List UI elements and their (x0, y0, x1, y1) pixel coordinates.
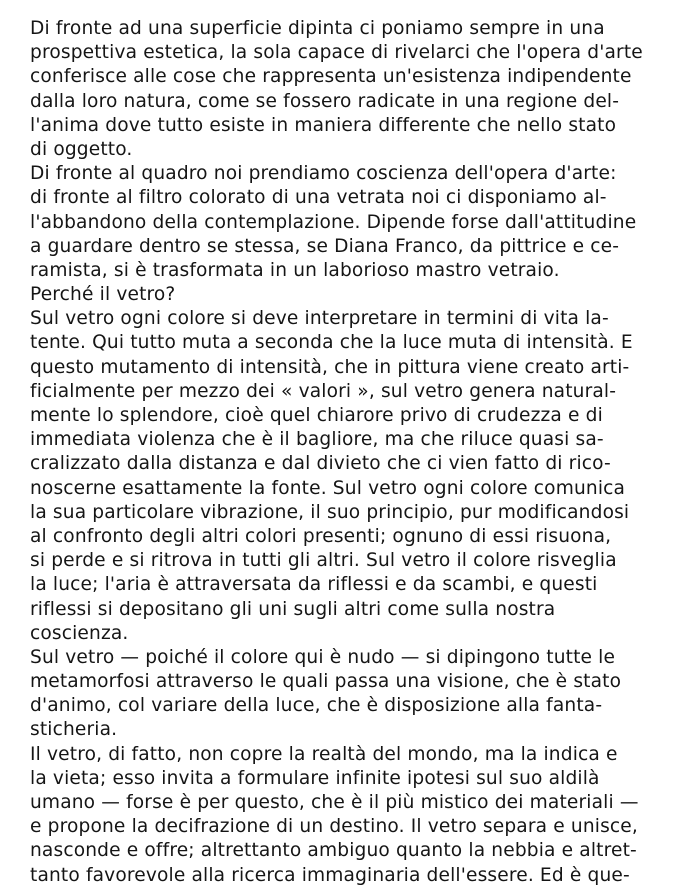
text-line: metamorfosi attraverso le quali passa una visione, che è stato (30, 671, 622, 693)
body-text (30, 17, 650, 888)
text-line: la luce; l'aria è attraversata da riflessi e da scambi, e questi (30, 574, 598, 596)
text-line: a guardare dentro se stessa, se Diana Franco, da pittrice e ce- (30, 235, 620, 257)
text-line: dalla loro natura, come se fossero radicate in una regione del- (30, 90, 620, 112)
text-line: cralizzato dalla distanza e dal divieto che ci vien fatto di rico- (30, 453, 611, 475)
text-line: la vieta; esso invita a formulare infinite ipotesi sul suo aldilà (30, 767, 600, 789)
text-line: Sul vetro ogni colore si deve interpretare in termini di vita la- (30, 308, 609, 330)
text-line: Di fronte al quadro noi prendiamo coscienza dell'opera d'arte: (30, 163, 617, 185)
text-line: Sul vetro — poiché il colore qui è nudo — si dipingono tutte le (30, 646, 616, 668)
text-line: prospettiva estetica, la sola capace di rivelarci che l'opera d'arte (30, 42, 643, 64)
text-line: umano — forse è per questo, che è il più mistico dei materiali — (30, 792, 639, 813)
text-line: di fronte al filtro colorato di una vetrata noi ci disponiamo al- (30, 187, 607, 209)
text-line: l'anima dove tutto esiste in maniera differente che nello stato (30, 114, 617, 136)
text-line: mente lo splendore, cioè quel chiarore privo di crudezza e di (30, 405, 603, 426)
text-line: Di fronte ad una superficie dipinta ci poniamo sempre in una (30, 18, 605, 39)
text-line: ramista, si è trasformata in un laborioso mastro vetraio. (30, 259, 560, 281)
text-line: immediata violenza che è il bagliore, ma che riluce quasi sa- (30, 429, 604, 451)
text-line: noscerne esattamente la fonte. Sul vetro ogni colore comunica (30, 477, 626, 499)
text-line: si perde e si ritrova in tutti gli altri. Sul vetro il colore risveglia (30, 550, 617, 572)
text-line: al confronto degli altri colori presenti; ognuno di essi risuona, (30, 525, 612, 547)
text-line: questo mutamento di intensità, che in pittura viene creato arti- (30, 356, 630, 378)
text-line: Il vetro, di fatto, non copre la realtà del mondo, ma la indica e (30, 743, 618, 765)
text-line: d'animo, col variare della luce, che è disposizione alla fanta- (30, 695, 603, 717)
text-line: Perché il vetro? (30, 284, 176, 306)
text-line: coscienza. (30, 622, 129, 644)
text-line: sticheria. (30, 719, 118, 741)
text-line: nasconde e offre; altrettanto ambiguo quanto la nebbia e altret- (30, 840, 637, 862)
text-line: conferisce alle cose che rappresenta un'esistenza indipendente (30, 66, 632, 88)
text-line: tanto favorevole alla ricerca immaginaria dell'essere. Ed è que- (30, 864, 630, 886)
text-line: di oggetto. (30, 138, 133, 160)
text-line: e propone la decifrazione di un destino. Il vetro separa e unisce, (30, 816, 638, 838)
text-line: ficialmente per mezzo dei « valori », sul vetro genera natural- (30, 380, 617, 402)
text-line: la sua particolare vibrazione, il suo principio, pur modificandosi (30, 501, 630, 523)
text-line: riflessi si depositano gli uni sugli altri come sulla nostra (30, 598, 556, 620)
text-line: tente. Qui tutto muta a seconda che la luce muta di intensità. E (30, 332, 633, 354)
text-line: l'abbandono della contemplazione. Dipende forse dall'attitudine (30, 211, 637, 233)
